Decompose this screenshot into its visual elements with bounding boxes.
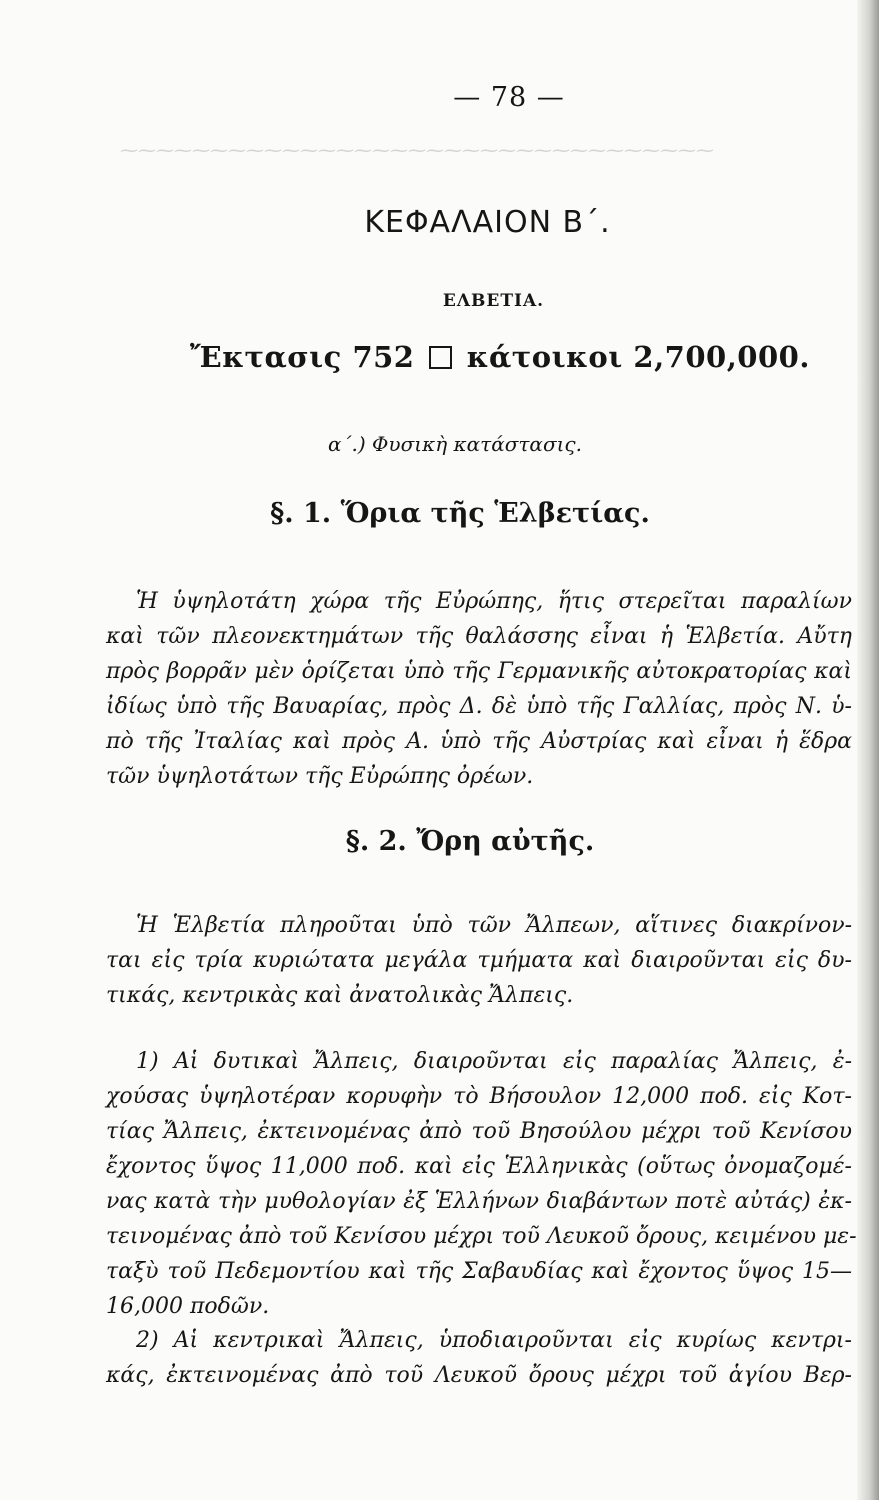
text-line: ταξὺ τοῦ Πεδεμοντίου καὶ τῆς Σαβαυδίας καὶ ἔχοντος ὕψος 15— [106, 1259, 852, 1284]
text-line: τῶν ὑψηλοτάτων τῆς Εὐρώπης ὀρέων. [106, 764, 534, 789]
western-alps-paragraph [106, 1044, 857, 1324]
text-line: ται εἰς τρία κυριώτατα μεγάλα τμήματα καὶ διαιροῦνται εἰς δυ- [106, 948, 852, 973]
text-line: χούσας ὑψηλοτέραν κορυφὴν τὸ Βήσουλον 12,000 ποδ. εἰς Κοτ- [106, 1084, 852, 1109]
section-2-intro-paragraph [106, 908, 852, 1013]
text-line: 16,000 ποδῶν. [106, 1294, 270, 1319]
inhabitants-value: 2,700,000. [633, 340, 810, 374]
section-1-heading: §. 1. Ὅρια τῆς Ἑλβετίας. [270, 498, 650, 529]
section-1-paragraph [106, 584, 852, 794]
text-line: τίας Ἄλπεις, ἐκτεινομένας ἀπὸ τοῦ Βησούλου μέχρι τοῦ Κενίσου [106, 1119, 852, 1144]
show-through-texture: ⁓⁓⁓⁓⁓⁓⁓⁓⁓⁓⁓⁓⁓⁓⁓⁓⁓⁓⁓⁓⁓⁓⁓⁓⁓⁓⁓⁓⁓⁓⁓⁓⁓ [120, 140, 714, 161]
text-line: καὶ τῶν πλεονεκτημάτων τῆς θαλάσσης εἶναι ἡ Ἑλβετία. Αὔτη [106, 624, 852, 649]
text-line: τεινομένας ἀπὸ τοῦ Κενίσου μέχρι τοῦ Λευκοῦ ὄρους, κειμένου με- [106, 1224, 857, 1249]
text-line: πρὸς βορρᾶν μὲν ὁρίζεται ὑπὸ τῆς Γερμανικῆς αὐτοκρατορίας καὶ [106, 659, 852, 684]
text-line: τικάς, κεντρικὰς καὶ ἀνατολικὰς Ἄλπεις. [106, 983, 574, 1008]
inhabitants-label: κάτοικοι [466, 340, 623, 374]
page-number: — 78 — [453, 82, 565, 113]
text-line: ἔχοντος ὕψος 11,000 ποδ. καὶ εἰς Ἑλληνικὰς (οὕτως ὀνομαζομέ- [106, 1154, 852, 1179]
country-heading: ΕΛΒΕΤΙΑ. [442, 291, 545, 311]
text-line: πὸ τῆς Ἰταλίας καὶ πρὸς Α. ὑπὸ τῆς Αὐστρίας καὶ εἶναι ἡ ἕδρα [106, 729, 852, 754]
text-line: 2) Αἱ κεντρικαὶ Ἄλπεις, ὑποδιαιροῦνται εἰς κυρίως κεντρι- [136, 1328, 852, 1353]
text-line: Ἡ Ἑλβετία πληροῦται ὑπὸ τῶν Ἄλπεων, αἵτινες διακρίνον- [136, 913, 852, 938]
text-line: κάς, ἐκτεινομένας ἀπὸ τοῦ Λευκοῦ ὄρους μέχρι τοῦ ἁγίου Βερ- [106, 1363, 852, 1388]
area-value: 752 [352, 340, 415, 374]
section-2-heading: §. 2. Ὄρη αὐτῆς. [345, 826, 595, 857]
text-line: νας κατὰ τὴν μυθολογίαν ἐξ Ἑλλήνων διαβάντων ποτὲ αὐτάς) ἐκ- [106, 1189, 852, 1214]
subsection-title: α΄.) Φυσικὴ κατάστασις. [328, 432, 582, 456]
text-line: Ἡ ὑψηλοτάτη χώρα τῆς Εὐρώπης, ἥτις στερεῖται παραλίων [136, 589, 852, 614]
square-unit-icon [429, 346, 452, 369]
chapter-title: ΚΕΦΑΛΑΙΟΝ Β΄. [364, 205, 611, 240]
text-line: ἰδίως ὑπὸ τῆς Βαυαρίας, πρὸς Δ. δὲ ὑπὸ τῆς Γαλλίας, πρὸς Ν. ὑ- [106, 694, 852, 719]
text-line: 1) Αἱ δυτικαὶ Ἄλπεις, διαιροῦνται εἰς παραλίας Ἄλπεις, ἐ- [136, 1049, 852, 1074]
country-stats-line [190, 340, 810, 374]
area-label: Ἔκτασις [190, 340, 342, 374]
central-alps-paragraph [106, 1323, 852, 1393]
